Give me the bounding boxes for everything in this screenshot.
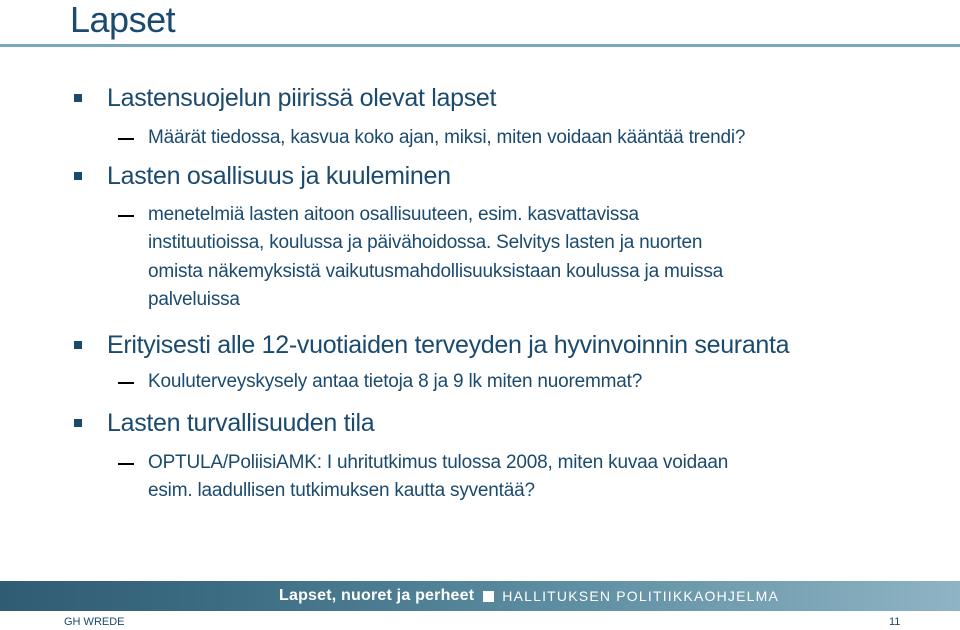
slide-title: Lapset (70, 0, 176, 40)
footer-program: HALLITUKSEN POLITIIKKAOHJELMA (502, 588, 780, 604)
footer-author: GH WREDE (64, 616, 125, 628)
bullet-4-text: Lasten turvallisuuden tila (107, 409, 375, 437)
bullet-4-sub-1-line-2: esim. laadullisen tutkimuksen kautta syventää? (148, 480, 535, 501)
sub-bullet-dash-icon (118, 138, 134, 140)
bullet-3-text: Erityisesti alle 12-vuotiaiden terveyden ja hyvinvoinnin seuranta (107, 331, 790, 359)
footer-banner (0, 581, 960, 611)
bullet-2-sub-1-line-2: instituutioissa, koulussa ja päivähoidossa. Selvitys lasten ja nuorten (148, 232, 703, 253)
bullet-square-icon (74, 94, 82, 102)
bullet-1-sub-1-line-1: Määrät tiedossa, kasvua koko ajan, miksi, miten voidaan kääntää trendi? (148, 127, 746, 148)
bullet-2-sub-1-line-3: omista näkemyksistä vaikutusmahdollisuuksistaan koulussa ja muissa (148, 261, 724, 282)
bullet-4-sub-1-line-1: OPTULA/PoliisiAMK: I uhritutkimus tulossa 2008, miten kuvaa voidaan (148, 452, 729, 473)
bullet-square-icon (74, 172, 82, 180)
bullet-1-text: Lastensuojelun piirissä olevat lapset (107, 84, 497, 112)
bullet-2-sub-1-line-4: palveluissa (148, 289, 240, 310)
page-number: 11 (889, 616, 901, 628)
bullet-2-sub-1-line-1: menetelmiä lasten aitoon osallisuuteen, esim. kasvattavissa (148, 204, 639, 225)
bullet-2-text: Lasten osallisuus ja kuuleminen (107, 162, 451, 190)
bullet-square-icon (74, 341, 82, 349)
sub-bullet-dash-icon (118, 215, 134, 217)
title-divider (0, 44, 960, 47)
sub-bullet-dash-icon (118, 463, 134, 465)
footer-title: Lapset, nuoret ja perheet (279, 587, 475, 604)
sub-bullet-dash-icon (118, 382, 134, 384)
bullet-square-icon (74, 419, 82, 427)
footer-square-icon (483, 591, 494, 602)
bullet-3-sub-1-line-1: Kouluterveyskysely antaa tietoja 8 ja 9 lk miten nuoremmat? (148, 371, 643, 392)
